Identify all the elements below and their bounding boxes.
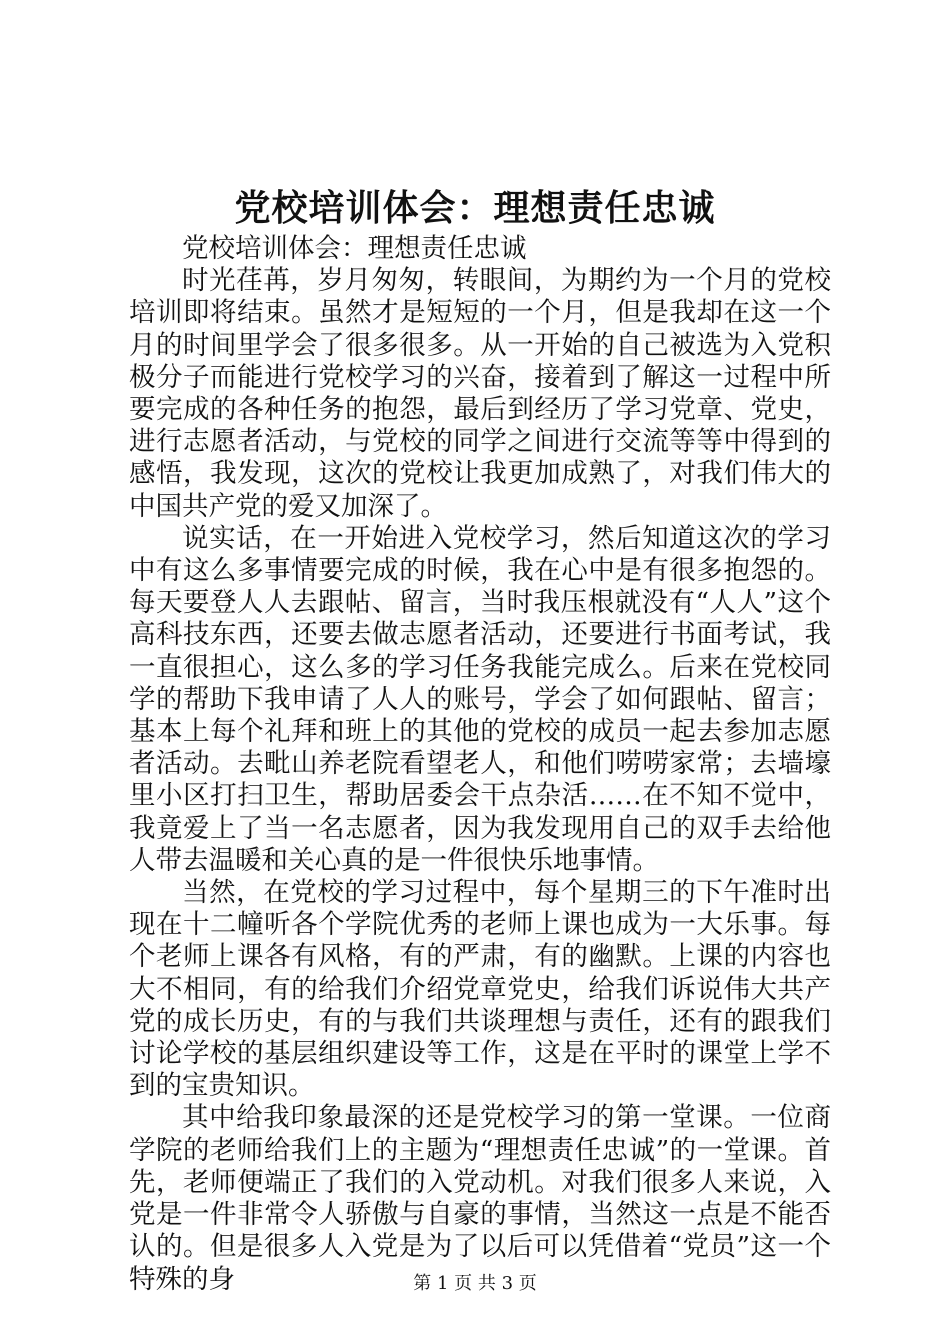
- paragraph-4: 其中给我印象最深的还是党校学习的第一堂课。一位商学院的老师给我们上的主题为“理想责任忠诚”的一堂课。首先，老师便端正了我们的入党动机。对我们很多人来说，入党是一件非常令人骄傲与自豪的事情，当然这一点是不能否认的。但是很多人入党是为了以后可以凭借着“党员”这一个特殊的身: [129, 1102, 831, 1295]
- document-subtitle: 党校培训体会：理想责任忠诚: [182, 233, 527, 264]
- page-number-footer: 第 1 页 共 3 页: [413, 1273, 537, 1294]
- paragraph-2: 说实话，在一开始进入党校学习，然后知道这次的学习中有这么多事情要完成的时候，我在心中是有很多抱怨的。每天要登人人去跟帖、留言，当时我压根就没有“人人”这个高科技东西，还要去做志愿者活动，还要进行书面考试，我一直很担心，这么多的学习任务我能完成么。后来在党校同学的帮助下我申请了人人的账号，学会了如何跟帖、留言；基本上每个礼拜和班上的其他的党校的成员一起去参加志愿者活动。去毗山养老院看望老人，和他们唠唠家常；去墙壕里小区打扫卫生，帮助居委会干点杂活……在不知不觉中，我竟爱上了当一名志愿者，因为我发现用自己的双手去给他人带去温暖和关心真的是一件很快乐地事情。: [129, 522, 831, 876]
- document-body: [129, 233, 831, 1296]
- paragraph-1: 时光荏苒，岁月匆匆，转眼间，为期约为一个月的党校培训即将结束。虽然才是短短的一个月，但是我却在这一个月的时间里学会了很多很多。从一开始的自己被选为入党积极分子而能进行党校学习的兴奋，接着到了解这一过程中所要完成的各种任务的抱怨，最后到经历了学习党章、党史，进行志愿者活动，与党校的同学之间进行交流等等中得到的感悟，我发现，这次的党校让我更加成熟了，对我们伟大的中国共产党的爱又加深了。: [129, 265, 831, 522]
- paragraph-3: 当然，在党校的学习过程中，每个星期三的下午准时出现在十二幢听各个学院优秀的老师上课也成为一大乐事。每个老师上课各有风格，有的严肃，有的幽默。上课的内容也大不相同，有的给我们介绍党章党史，给我们诉说伟大共产党的成长历史，有的与我们共谈理想与责任，还有的跟我们讨论学校的基层组织建设等工作，这是在平时的课堂上学不到的宝贵知识。: [129, 877, 831, 1102]
- document-title: 党校培训体会：理想责任忠诚: [234, 187, 716, 229]
